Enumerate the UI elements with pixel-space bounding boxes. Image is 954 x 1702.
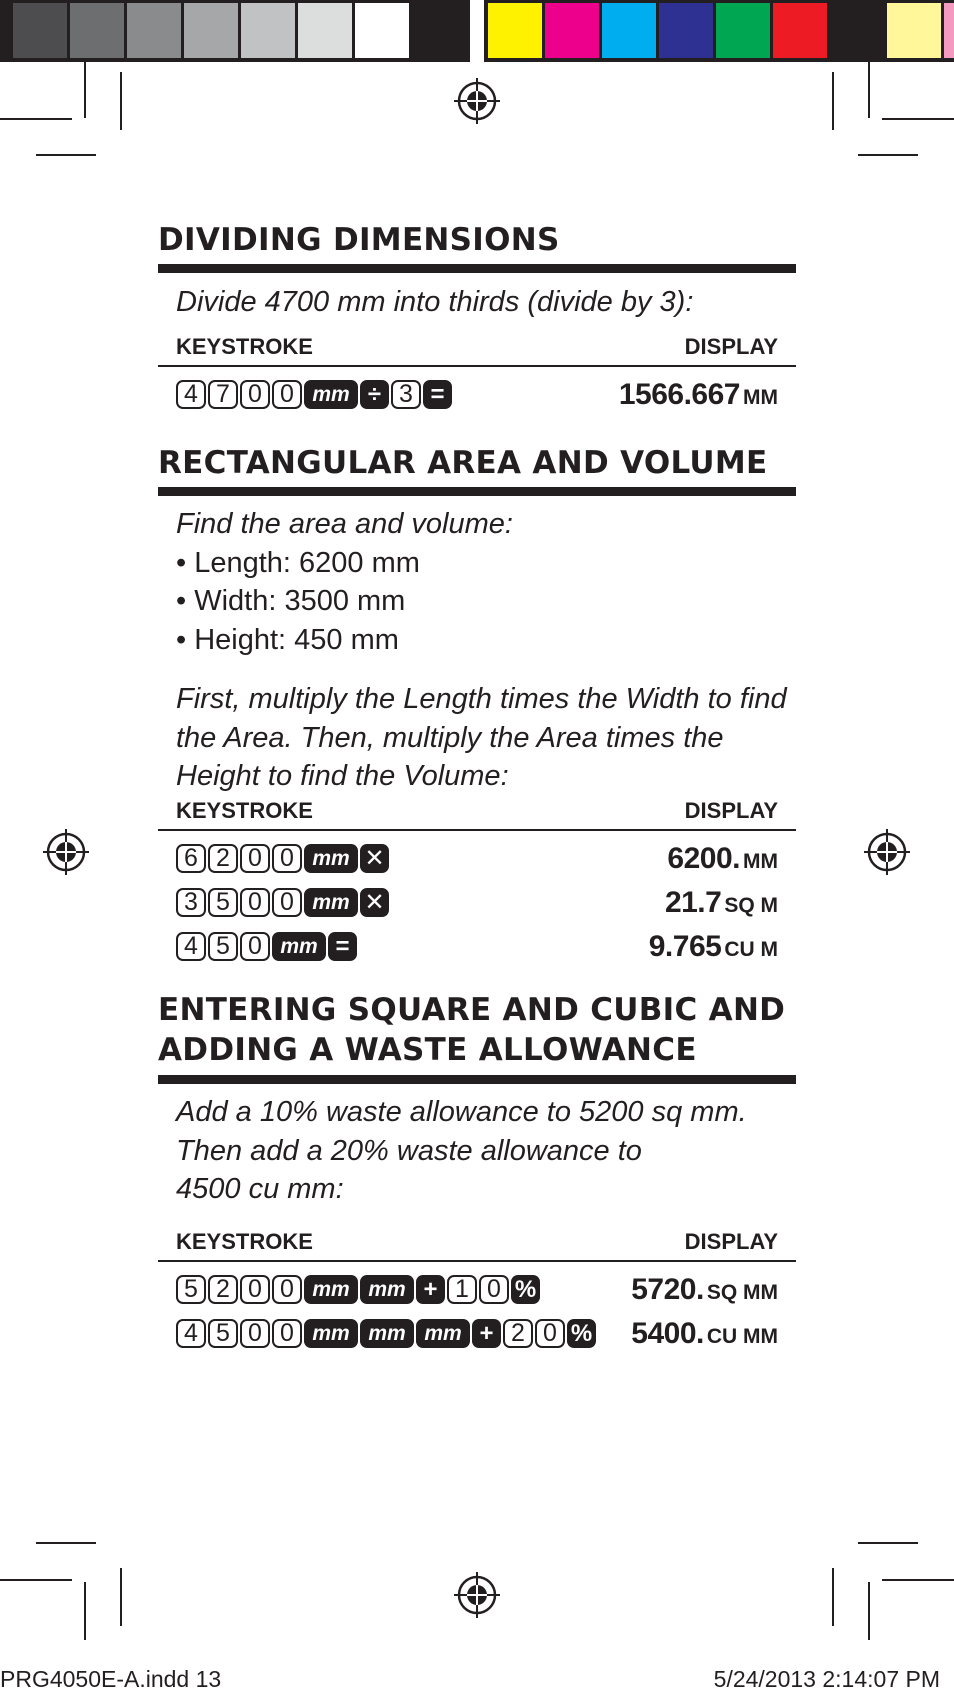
- operator-key: ✕: [360, 844, 389, 873]
- digit-key: 5: [208, 888, 238, 917]
- digit-key: 0: [272, 1275, 302, 1304]
- display-unit: SQ M: [724, 893, 778, 917]
- mm-key: mm: [304, 888, 358, 917]
- digit-key: 0: [535, 1319, 565, 1348]
- keystroke-header: KEYSTROKE: [176, 1228, 313, 1254]
- display-value: 21.7: [664, 885, 722, 919]
- digit-key: 5: [208, 1319, 238, 1348]
- section-square-cubic-waste: [158, 990, 796, 1356]
- display-header: DISPLAY: [684, 797, 778, 823]
- gray-swatch: [127, 3, 181, 58]
- keystroke-rows: [158, 373, 796, 417]
- operator-key: +: [472, 1319, 501, 1348]
- section-intro: Divide 4700 mm into thirds (divide by 3):: [176, 286, 694, 318]
- mm-key: mm: [304, 1275, 358, 1304]
- table-header: [158, 796, 796, 824]
- crop-mark: [0, 1579, 72, 1581]
- digit-key: 0: [240, 380, 270, 409]
- digit-key: 1: [447, 1275, 477, 1304]
- digit-key: 0: [240, 1319, 270, 1348]
- timestamp-slug: 5/24/2013 2:14:07 PM: [713, 1666, 940, 1692]
- keystroke-header: KEYSTROKE: [176, 797, 313, 823]
- display-header: DISPLAY: [684, 333, 778, 359]
- section-title-line: ADDING A WASTE ALLOWANCE: [158, 1032, 697, 1068]
- section-title-line: ENTERING SQUARE AND CUBIC AND: [158, 992, 786, 1028]
- digit-key: 5: [208, 932, 238, 961]
- keystroke-rows: [158, 837, 796, 969]
- digit-key: 0: [240, 1275, 270, 1304]
- list-item: • Width: 3500 mm: [176, 585, 406, 617]
- table-header: [158, 332, 796, 360]
- registration-mark-icon: [43, 829, 89, 875]
- gray-swatch: [241, 3, 295, 58]
- digit-key: 0: [272, 888, 302, 917]
- color-swatch: [659, 3, 713, 58]
- display-unit: MM: [743, 849, 778, 873]
- gray-swatch: [298, 3, 352, 58]
- digit-key: 4: [176, 1319, 206, 1348]
- intro-line: Then add a 20% waste allowance to: [176, 1134, 642, 1167]
- keystroke-sequence: [176, 380, 452, 409]
- digit-key: 0: [240, 932, 270, 961]
- color-bar: [0, 0, 954, 62]
- display-readout: [619, 378, 778, 412]
- display-header: DISPLAY: [684, 1228, 778, 1254]
- section-intro: [176, 1093, 796, 1209]
- digit-key: 7: [208, 380, 238, 409]
- table-row: [158, 373, 796, 417]
- crop-mark: [882, 118, 954, 120]
- keystroke-sequence: [176, 1319, 596, 1348]
- keystroke-sequence: [176, 932, 357, 961]
- crop-mark: [832, 1568, 834, 1626]
- table-rule: [158, 829, 796, 831]
- digit-key: 0: [272, 844, 302, 873]
- color-swatch: [545, 3, 599, 58]
- crop-mark: [868, 60, 870, 118]
- crop-mark: [868, 1582, 870, 1640]
- mm-key: mm: [416, 1319, 470, 1348]
- table-row: [158, 837, 796, 881]
- color-swatch: [773, 3, 827, 58]
- display-unit: CU M: [724, 937, 778, 961]
- operator-key: %: [511, 1275, 540, 1304]
- crop-mark: [120, 1568, 122, 1626]
- crop-mark: [832, 72, 834, 130]
- section-rule: [158, 1075, 796, 1084]
- section-rule: [158, 487, 796, 496]
- digit-key: 0: [479, 1275, 509, 1304]
- registration-mark-icon: [454, 78, 500, 124]
- registration-mark-icon: [454, 1572, 500, 1618]
- crop-mark: [84, 1582, 86, 1640]
- crop-mark: [882, 1579, 954, 1581]
- crop-mark: [36, 1542, 96, 1544]
- digit-key: 5: [176, 1275, 206, 1304]
- color-swatch: [830, 3, 884, 58]
- digit-key: 3: [176, 888, 206, 917]
- digit-key: 2: [208, 844, 238, 873]
- dimension-list: [158, 544, 796, 660]
- file-slug: PRG4050E-A.indd 13: [0, 1666, 222, 1692]
- gray-swatch: [184, 3, 238, 58]
- display-readout: [631, 1317, 778, 1351]
- table-row: [158, 925, 796, 969]
- operator-key: ÷: [360, 380, 389, 409]
- section-instruction: First, multiply the Length times the Width to find the Area. Then, multiply the Area times the Height to find the Volume:: [176, 683, 787, 792]
- gray-swatch: [355, 3, 409, 58]
- crop-mark: [0, 118, 72, 120]
- section-intro: Find the area and volume:: [176, 508, 513, 540]
- display-unit: SQ MM: [706, 1280, 778, 1304]
- table-row: [158, 881, 796, 925]
- section-dividing-dimensions: [158, 220, 796, 417]
- keystroke-sequence: [176, 844, 389, 873]
- digit-key: 0: [272, 1319, 302, 1348]
- operator-key: +: [416, 1275, 445, 1304]
- mm-key: mm: [272, 932, 326, 961]
- gray-swatch: [13, 3, 67, 58]
- crop-mark: [120, 72, 122, 130]
- color-swatch: [602, 3, 656, 58]
- display-readout: [649, 930, 778, 964]
- crop-mark: [36, 154, 96, 156]
- registration-mark-icon: [864, 829, 910, 875]
- digit-key: 4: [176, 380, 206, 409]
- display-readout: [631, 1273, 778, 1307]
- digit-key: 0: [240, 888, 270, 917]
- crop-mark: [858, 154, 918, 156]
- keystroke-rows: [158, 1268, 796, 1356]
- intro-line: 4500 cu mm:: [176, 1173, 344, 1205]
- mm-key: mm: [304, 380, 358, 409]
- table-rule: [158, 1260, 796, 1262]
- color-swatch: [944, 3, 954, 58]
- mm-key: mm: [304, 844, 358, 873]
- display-value: 6200.: [667, 841, 740, 875]
- gray-swatch: [0, 3, 10, 58]
- color-swatch: [488, 3, 542, 58]
- digit-key: 3: [391, 380, 421, 409]
- display-unit: MM: [743, 385, 778, 409]
- keystroke-sequence: [176, 888, 389, 917]
- list-item: • Height: 450 mm: [176, 623, 399, 656]
- mm-key: mm: [304, 1319, 358, 1348]
- table-rule: [158, 365, 796, 367]
- digit-key: 0: [272, 380, 302, 409]
- operator-key: ✕: [360, 888, 389, 917]
- section-title: DIVIDING DIMENSIONS: [158, 222, 560, 258]
- color-swatch: [716, 3, 770, 58]
- intro-line: Add a 10% waste allowance to 5200 sq mm.: [176, 1096, 747, 1128]
- color-swatch: [887, 3, 941, 58]
- crop-mark: [84, 60, 86, 118]
- table-row: [158, 1312, 796, 1356]
- crop-mark: [858, 1542, 918, 1544]
- operator-key: =: [328, 932, 357, 961]
- display-unit: CU MM: [706, 1324, 778, 1348]
- digit-key: 6: [176, 844, 206, 873]
- keystroke-sequence: [176, 1275, 540, 1304]
- list-item: • Length: 6200 mm: [176, 546, 420, 579]
- section-rule: [158, 264, 796, 273]
- display-readout: [667, 842, 778, 876]
- digit-key: 4: [176, 932, 206, 961]
- mm-key: mm: [360, 1319, 414, 1348]
- operator-key: %: [567, 1319, 596, 1348]
- digit-key: 2: [208, 1275, 238, 1304]
- gray-swatch: [70, 3, 124, 58]
- section-rectangular-area-volume: [158, 443, 796, 969]
- display-value: 1566.667: [618, 377, 740, 411]
- operator-key: =: [423, 380, 452, 409]
- section-title: [158, 990, 796, 1070]
- display-value: 5400.: [631, 1316, 704, 1350]
- display-readout: [665, 886, 778, 920]
- table-row: [158, 1268, 796, 1312]
- display-value: 5720.: [631, 1272, 704, 1306]
- digit-key: 2: [503, 1319, 533, 1348]
- keystroke-header: KEYSTROKE: [176, 333, 313, 359]
- mm-key: mm: [360, 1275, 414, 1304]
- section-title: RECTANGULAR AREA AND VOLUME: [158, 445, 768, 481]
- digit-key: 0: [240, 844, 270, 873]
- display-value: 9.765: [648, 929, 722, 963]
- table-header: [158, 1227, 796, 1255]
